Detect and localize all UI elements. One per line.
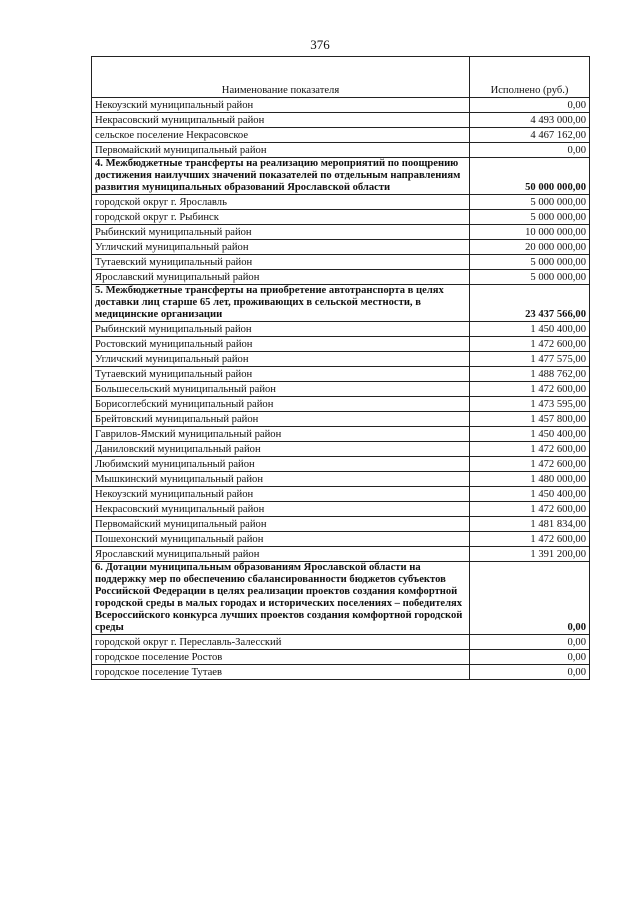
executed-amount: 4 467 162,00 [470,128,590,143]
table-row [92,472,590,487]
table-row [92,322,590,337]
table-row [92,650,590,665]
table-row [92,635,590,650]
table-row [92,240,590,255]
executed-amount: 0,00 [470,665,590,680]
section-title: 5. Межбюджетные трансферты на приобретение автотранспорта в целях доставки лиц старше 65 лет, проживающих в сельской местности, в медицинские организации [92,285,470,322]
executed-amount: 1 472 600,00 [470,457,590,472]
header-executed-amount: Исполнено (руб.) [470,57,590,98]
recipient-name: Борисоглебский муниципальный район [92,397,470,412]
section-header-row [92,285,590,322]
executed-amount: 5 000 000,00 [470,270,590,285]
executed-amount: 1 450 400,00 [470,487,590,502]
recipient-name: Гаврилов-Ямский муниципальный район [92,427,470,442]
recipient-name: Рыбинский муниципальный район [92,322,470,337]
section-total-amount: 23 437 566,00 [470,285,590,322]
executed-amount: 1 457 800,00 [470,412,590,427]
recipient-name: Угличский муниципальный район [92,240,470,255]
table-row [92,487,590,502]
table-row [92,143,590,158]
table-row [92,532,590,547]
table-row [92,352,590,367]
recipient-name: Тутаевский муниципальный район [92,255,470,270]
recipient-name: городское поселение Ростов [92,650,470,665]
recipient-name: Ярославский муниципальный район [92,270,470,285]
executed-amount: 1 473 595,00 [470,397,590,412]
table-header-row [92,57,590,98]
executed-amount: 1 480 000,00 [470,472,590,487]
recipient-name: Брейтовский муниципальный район [92,412,470,427]
executed-amount: 20 000 000,00 [470,240,590,255]
section-total-amount: 50 000 000,00 [470,158,590,195]
table-row [92,427,590,442]
executed-amount: 1 477 575,00 [470,352,590,367]
executed-amount: 1 472 600,00 [470,442,590,457]
recipient-name: Некоузский муниципальный район [92,98,470,113]
table-row [92,457,590,472]
table-row [92,412,590,427]
recipient-name: Некрасовский муниципальный район [92,113,470,128]
section-total-amount: 0,00 [470,562,590,635]
executed-amount: 1 472 600,00 [470,337,590,352]
recipient-name: городской округ г. Переславль-Залесский [92,635,470,650]
table-row [92,382,590,397]
executed-amount: 1 472 600,00 [470,532,590,547]
table-row [92,517,590,532]
recipient-name: Пошехонский муниципальный район [92,532,470,547]
recipient-name: Любимский муниципальный район [92,457,470,472]
executed-amount: 1 391 200,00 [470,547,590,562]
section-title: 6. Дотации муниципальным образованиям Ярославской области на поддержку мер по обеспечению сбалансированности бюджетов субъектов Российской Федерации в целях реализации проектов создания комфортной городской среды в малых городах и исторических поселениях – победителях Всероссийского конкурса лучших проектов создания комфортной городской среды [92,562,470,635]
recipient-name: Большесельский муниципальный район [92,382,470,397]
executed-amount: 1 450 400,00 [470,427,590,442]
header-indicator-name: Наименование показателя [92,57,470,98]
recipient-name: Даниловский муниципальный район [92,442,470,457]
recipient-name: Тутаевский муниципальный район [92,367,470,382]
executed-amount: 0,00 [470,143,590,158]
table-row [92,665,590,680]
table-row [92,337,590,352]
executed-amount: 10 000 000,00 [470,225,590,240]
page-number: 376 [310,37,330,52]
section-header-row [92,562,590,635]
recipient-name: сельское поселение Некрасовское [92,128,470,143]
recipient-name: Рыбинский муниципальный район [92,225,470,240]
budget-execution-table [91,56,590,680]
table-row [92,502,590,517]
table-row [92,113,590,128]
executed-amount: 1 481 834,00 [470,517,590,532]
table-row [92,210,590,225]
recipient-name: Угличский муниципальный район [92,352,470,367]
executed-amount: 1 450 400,00 [470,322,590,337]
table-row [92,225,590,240]
recipient-name: Ярославский муниципальный район [92,547,470,562]
executed-amount: 1 472 600,00 [470,382,590,397]
executed-amount: 5 000 000,00 [470,210,590,225]
recipient-name: Ростовский муниципальный район [92,337,470,352]
executed-amount: 0,00 [470,650,590,665]
recipient-name: Некоузский муниципальный район [92,487,470,502]
table-row [92,397,590,412]
recipient-name: городское поселение Тутаев [92,665,470,680]
executed-amount: 5 000 000,00 [470,255,590,270]
executed-amount: 0,00 [470,98,590,113]
section-title: 4. Межбюджетные трансферты на реализацию мероприятий по поощрению достижения наилучших значений показателей по отдельным направлениям развития муниципальных образований Ярославской области [92,158,470,195]
table-row [92,547,590,562]
recipient-name: Некрасовский муниципальный район [92,502,470,517]
table-row [92,442,590,457]
table-row [92,195,590,210]
table-row [92,98,590,113]
executed-amount: 1 488 762,00 [470,367,590,382]
table-row [92,128,590,143]
table-body [92,98,590,680]
table-row [92,255,590,270]
recipient-name: городской округ г. Рыбинск [92,210,470,225]
executed-amount: 5 000 000,00 [470,195,590,210]
executed-amount: 1 472 600,00 [470,502,590,517]
table-row [92,270,590,285]
table-row [92,367,590,382]
section-header-row [92,158,590,195]
recipient-name: Первомайский муниципальный район [92,143,470,158]
recipient-name: городской округ г. Ярославль [92,195,470,210]
recipient-name: Первомайский муниципальный район [92,517,470,532]
executed-amount: 4 493 000,00 [470,113,590,128]
executed-amount: 0,00 [470,635,590,650]
recipient-name: Мышкинский муниципальный район [92,472,470,487]
